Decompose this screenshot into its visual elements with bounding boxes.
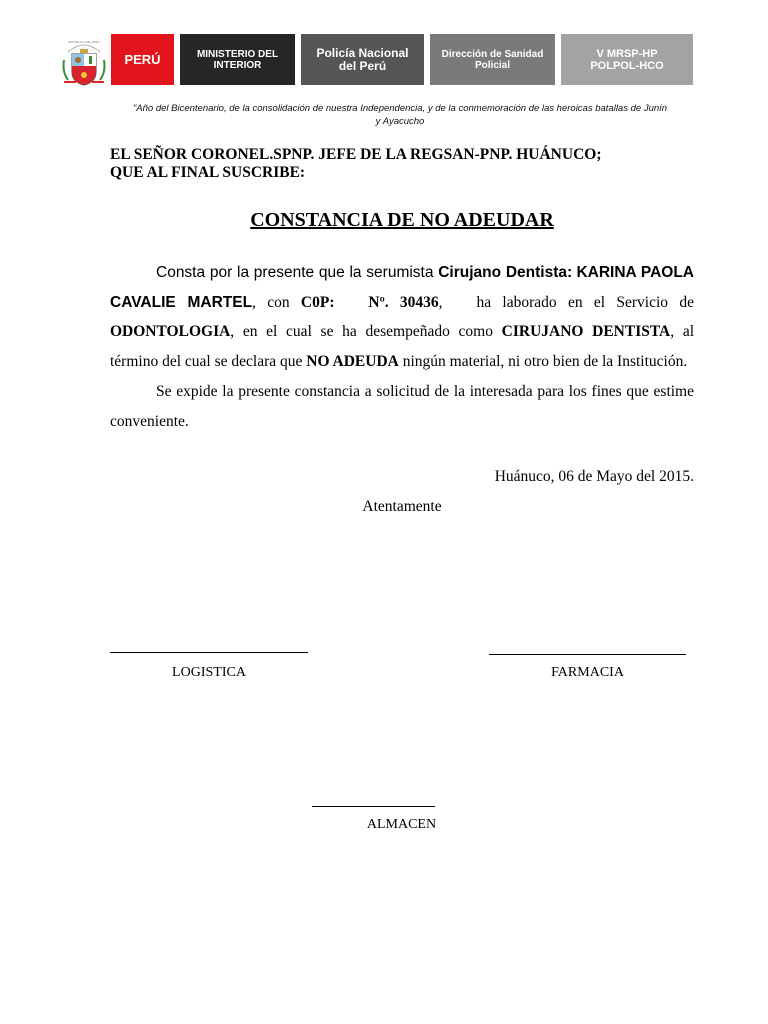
direccion-line-1: Dirección de Sanidad xyxy=(441,48,544,60)
ministerio-line-1: MINISTERIO DEL xyxy=(196,48,279,60)
region-label-box xyxy=(561,34,693,85)
policia-line-1: Policía Nacional xyxy=(316,45,409,60)
service-name: ODONTOLOGIA xyxy=(110,323,231,341)
body-paragraph-2: Se expide la presente constancia a solicitud de la interesada para los fines que estime conveniente. xyxy=(110,382,694,430)
policia-label-box xyxy=(301,34,424,85)
date-line: Huánuco, 06 de Mayo del 2015. xyxy=(494,468,694,485)
signature-label-farmacia: FARMACIA xyxy=(551,665,624,680)
institutional-header xyxy=(62,34,694,86)
year-motto: "Año del Bicentenario, de la consolidación de nuestra Independencia, y de la conmemoración de las heroicas batallas de Junín y Ayacucho xyxy=(132,103,668,127)
body-text-run: ningún material, ni otro bien de la Institución. xyxy=(398,353,688,371)
signature-line-logistica xyxy=(110,652,308,653)
emblem-caption: REPÚBLICA DEL PERÚ xyxy=(68,40,100,44)
addressee-block xyxy=(110,146,700,182)
policia-line-2: del Perú xyxy=(338,58,387,73)
signature-line-almacen xyxy=(312,806,435,807)
ministerio-line-2: INTERIOR xyxy=(213,59,262,71)
peru-coat-of-arms-icon xyxy=(62,38,106,86)
body-text-run: , con xyxy=(252,293,301,311)
role-name: CIRUJANO DENTISTA xyxy=(501,323,671,341)
body-text-run: , ha laborado en el Servicio de xyxy=(438,293,698,311)
body-text-run: Consta por la presente que la serumista xyxy=(156,264,439,281)
peru-label-box xyxy=(111,34,174,85)
body-text-run: , en el cual se ha desempeñado como xyxy=(230,323,502,341)
signature-line-farmacia xyxy=(489,654,686,655)
region-line-1: V MRSP-HP xyxy=(596,47,658,60)
body-paragraph-1 xyxy=(110,258,698,377)
direccion-label-box xyxy=(430,34,555,85)
closing-salutation: Atentamente xyxy=(362,498,442,515)
signature-label-logistica: LOGISTICA xyxy=(172,665,246,680)
region-line-2: POLPOL-HCO xyxy=(590,59,664,72)
cop-number: C0P: Nº. 30436 xyxy=(300,293,439,311)
addressee-line-2: QUE AL FINAL SUSCRIBE: xyxy=(110,164,306,181)
document-title: CONSTANCIA DE NO ADEUDAR xyxy=(250,209,554,231)
ministerio-label-box xyxy=(180,34,295,85)
addressee-line-1: EL SEÑOR CORONEL.SPNP. JEFE DE LA REGSAN-PNP. HUÁNUCO; xyxy=(110,146,602,163)
direccion-line-2: Policial xyxy=(474,59,510,71)
certificate-body xyxy=(110,258,698,436)
profession-text: Cirujano Dentista: xyxy=(438,264,573,281)
peru-label: PERÚ xyxy=(124,52,161,67)
employee-name: KARINA PAOLA CAVALIE MARTEL xyxy=(110,264,694,311)
signature-label-almacen: ALMACEN xyxy=(366,817,437,832)
body-text-run: , al término del cual se declara que xyxy=(110,323,695,371)
debt-status: NO ADEUDA xyxy=(306,353,399,371)
